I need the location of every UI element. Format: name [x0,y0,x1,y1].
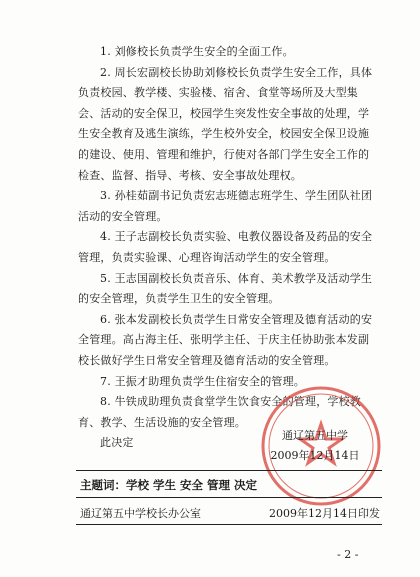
footer-date: 2009年12月14日印发 [269,507,380,520]
keywords-line [80,477,380,493]
divider-middle [76,497,382,498]
paragraph-6: 6. 张本发副校长负责学生日常安全管理及德育活动的安全管理。高占海主任、张明学主任、于庆主任协助张本发副校长做好学生日常安全管理及德育活动的安全管理。 [78,312,373,367]
keywords-terms: 学校 学生 安全 管理 决定 [126,478,258,492]
paragraph-2: 2. 周长宏副校长协助刘修校长负责学生安全工作，具体负责校园、教学楼、实验楼、宿舍、食堂等场所及大型集会、活动的安全保卫，校园学生突发性安全事故的处理，学生安全教育及逃生演练，学生校外安全，校园安全保卫设施的建设、使用、管理和维护，行使对各部门学生安全工作的检查、监督、指导、考核、安全事故处理权。 [78,65,373,182]
paragraph-1: 1. 刘修校长负责学生安全的全面工作。 [100,45,294,58]
signature-date: 2009年12月14日 [270,449,360,462]
divider-bottom [76,524,382,525]
paragraph-5: 5. 王志国副校长负责音乐、体育、美术教学及活动学生的安全管理，负责学生卫生的安全管理。 [78,271,373,306]
paragraph-8: 8. 牛铁成助理负责食堂学生饮食安全的管理，学校教育、教学、生活设施的安全管理。 [78,395,361,429]
divider-top [76,470,382,471]
signature-org: 通辽第五中学 [282,429,348,442]
footer-issuer: 通辽第五中学校长办公室 [80,507,201,520]
signature-block [255,426,375,466]
keywords-label: 主题词： [80,478,126,492]
paragraph-3: 3. 孙桂茹副书记负责宏志班德志班学生、学生团队社团活动的安全管理。 [78,189,373,223]
page-number: - 2 - [337,548,359,561]
issue-footer [80,505,380,521]
paragraph-7: 7. 王振才助理负责学生住宿安全的管理。 [100,374,305,388]
paragraph-4: 4. 王子志副校长负责实验、电教仪器设备及药品的安全管理，负责实验课、心理咨询活动学生的安全管理。 [78,230,373,264]
closing-line: 此决定 [100,436,134,450]
